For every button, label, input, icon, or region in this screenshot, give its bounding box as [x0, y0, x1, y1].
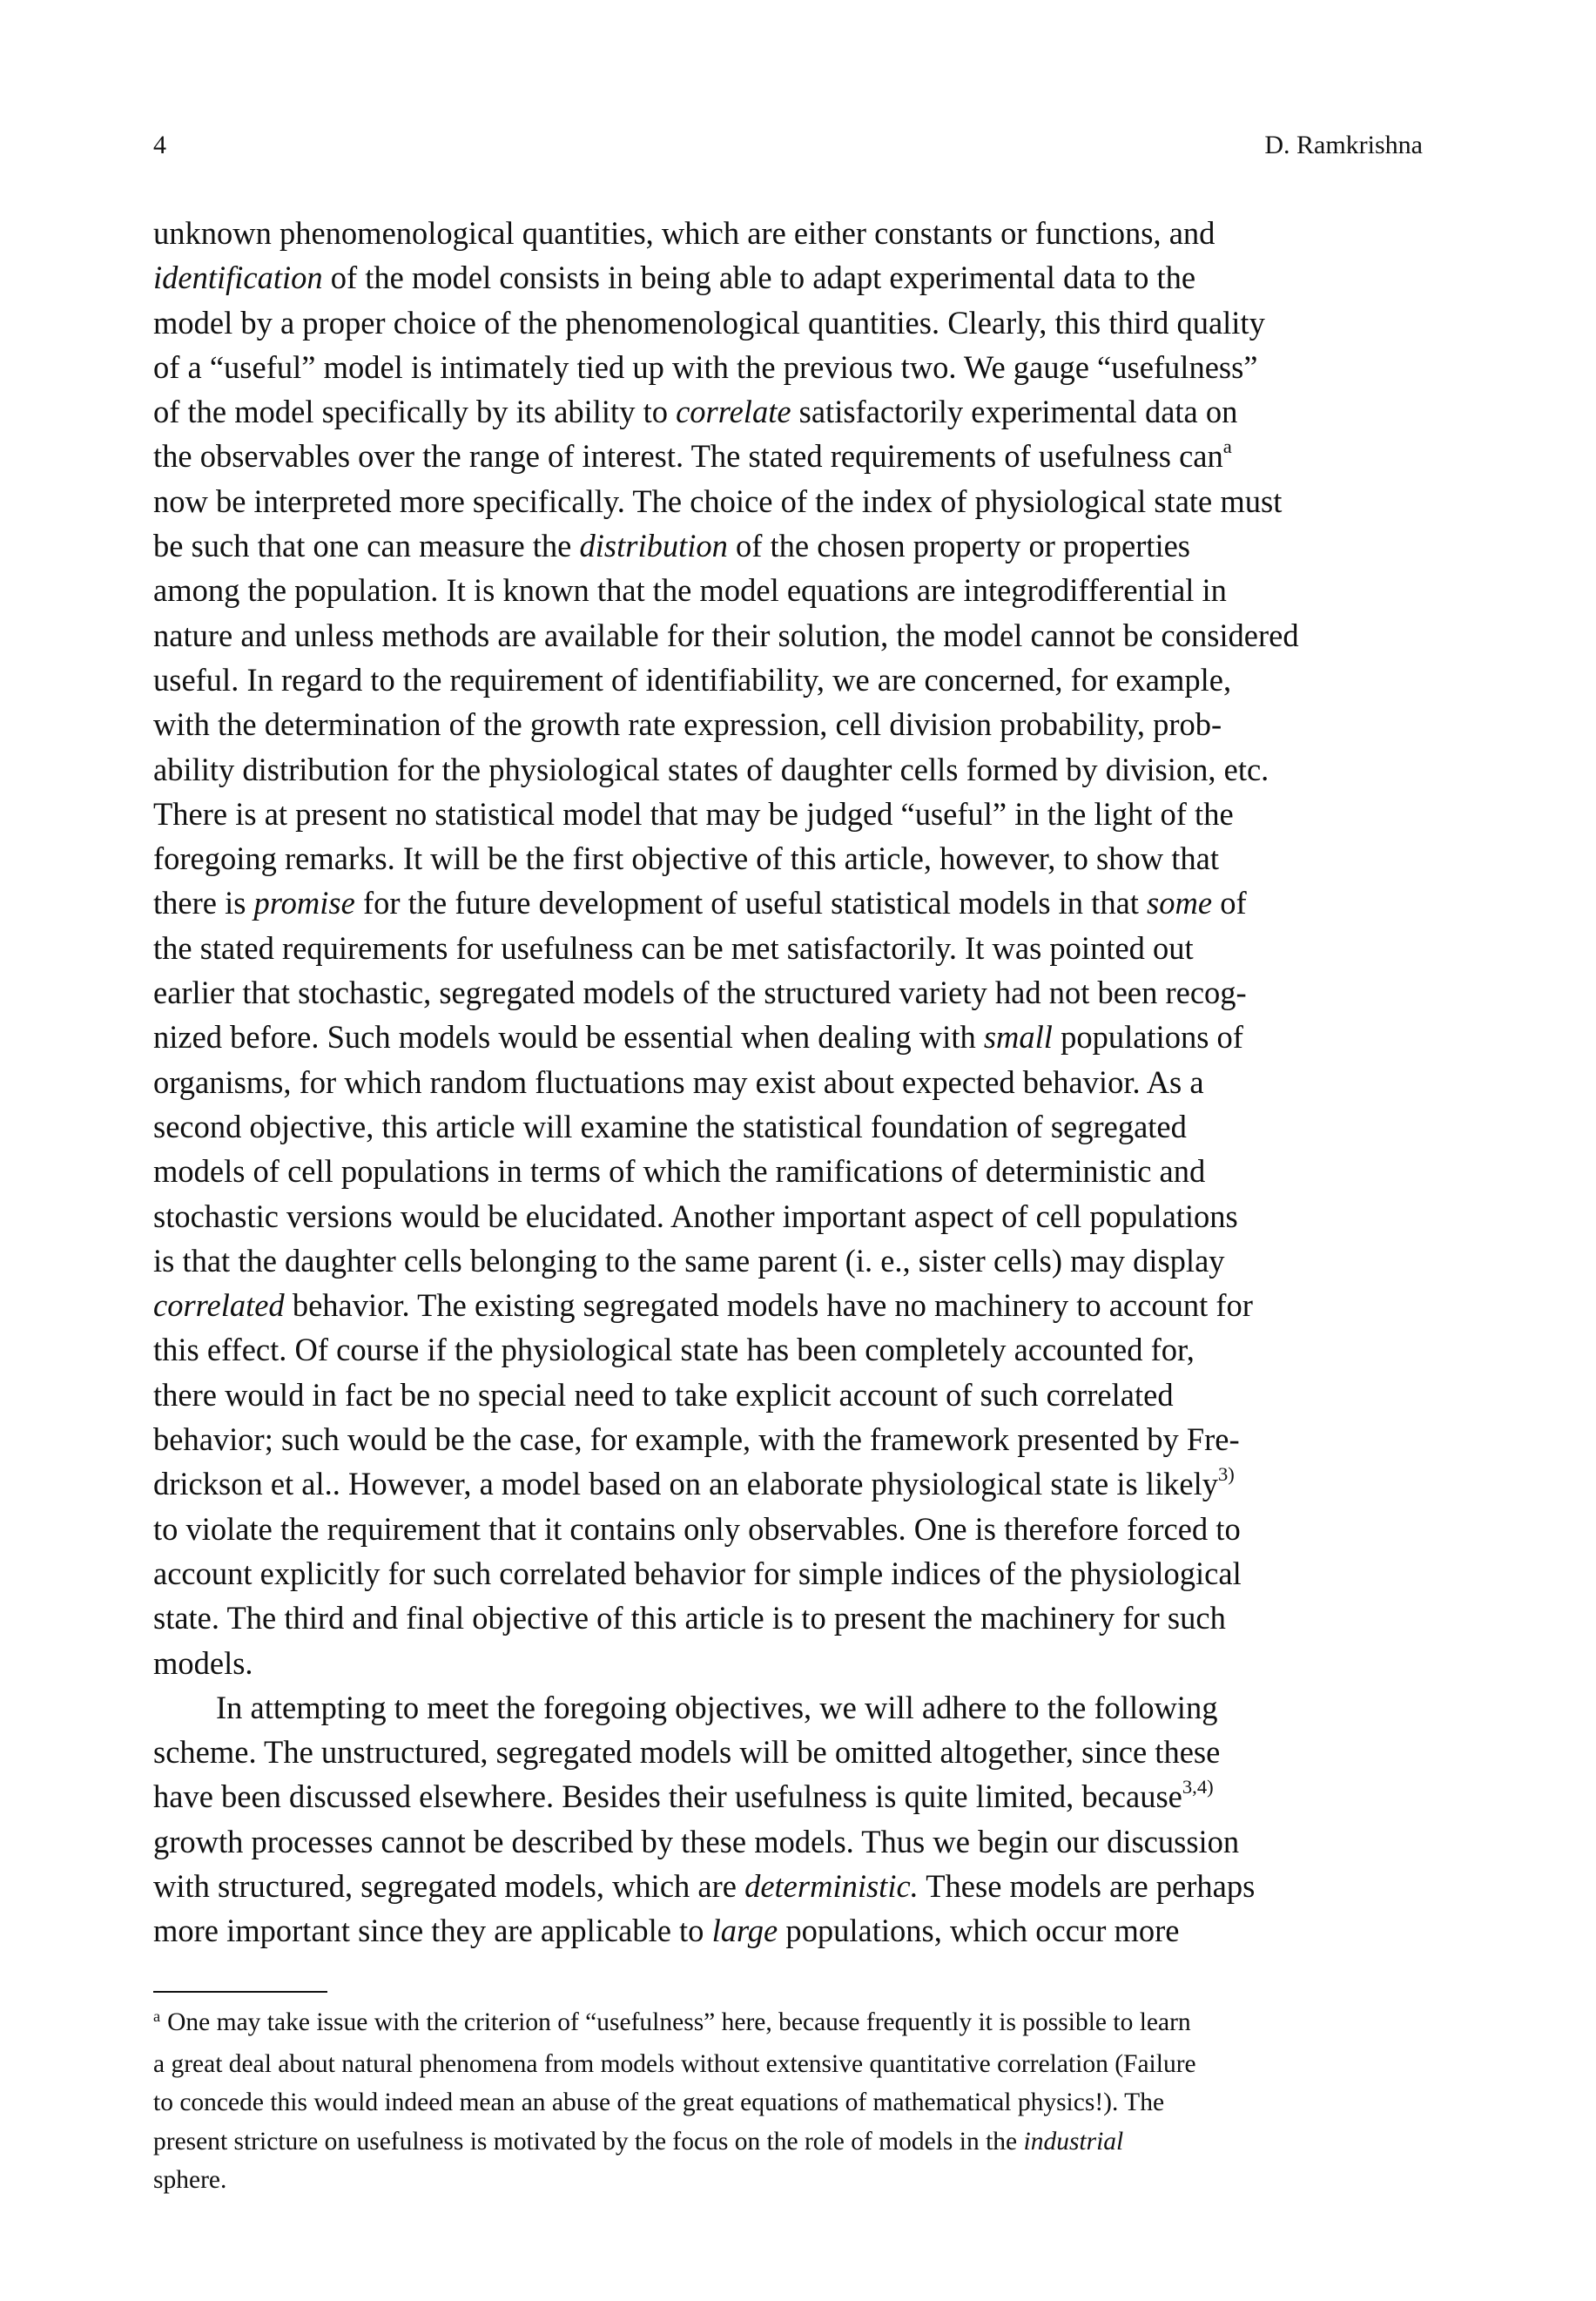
line-text: a great deal about natural phenomena from models without extensive quantitative correlation (Failure	[153, 2049, 1196, 2078]
text-line	[153, 1730, 1459, 1774]
text-line	[153, 658, 1459, 702]
text-line	[153, 1327, 1459, 1372]
line-text: is that the daughter cells belonging to the same parent (i. e., sister cells) may display	[153, 1242, 1225, 1279]
text-line	[153, 702, 1459, 746]
line-text: of a “useful” model is intimately tied up with the previous two. We gauge “usefulness”	[153, 348, 1258, 385]
line-text: with the determination of the growth rate expression, cell division probability, prob-	[153, 706, 1222, 743]
line-text: behavior; such would be the case, for example, with the framework presented by Fre-	[153, 1421, 1240, 1458]
text-line	[153, 792, 1459, 836]
emphasis-text: identification	[153, 260, 323, 296]
text-line	[153, 926, 1459, 970]
text-line	[153, 2003, 1459, 2045]
line-text: These models are perhaps	[918, 1867, 1256, 1904]
line-text: . Besides their usefulness is quite limited, because	[546, 1778, 1182, 1815]
text-line	[153, 1238, 1459, 1283]
line-text: for the future development of useful statistical models in that	[354, 885, 1148, 921]
line-text: models.	[153, 1644, 253, 1681]
line-text: stochastic versions would be elucidated. Another important aspect of cell populations	[153, 1198, 1238, 1234]
text-line	[153, 2161, 1459, 2200]
superscript-ref: a	[1222, 435, 1232, 457]
line-text: now be interpreted more specifically. The choice of the index of physiological state must	[153, 482, 1283, 519]
emphasis-text: distribution	[579, 528, 728, 564]
line-text: account explicitly for such correlated behavior for simple indices of the physiological	[153, 1555, 1242, 1591]
line-text: satisfactorily experimental data on	[791, 394, 1238, 430]
superscript-ref: 3)	[1217, 1462, 1235, 1485]
line-text: sphere.	[153, 2166, 227, 2195]
line-text: scheme. The unstructured, segregated models will be omitted altogether, since these	[153, 1734, 1221, 1771]
line-text: nized before. Such models would be essential when dealing with	[153, 1019, 984, 1056]
footnote-mark: a	[153, 2007, 161, 2025]
line-text: the stated requirements for usefulness can be met satisfactorily. It was pointed out	[153, 929, 1194, 966]
line-text: with structured, segregated models, which are	[153, 1867, 745, 1904]
emphasis-text: some	[1147, 885, 1213, 921]
line-text: of the model consists in being able to adapt experimental data to the	[322, 260, 1196, 296]
text-line	[153, 1283, 1459, 1327]
line-text: unknown phenomenological quantities, which are either constants or functions, and	[153, 215, 1216, 251]
line-text: there would in fact be no special need to take explicit account of such correlated	[153, 1376, 1174, 1413]
text-line	[153, 1015, 1459, 1059]
footnotes	[153, 2003, 1459, 2200]
line-text: among the population. It is known that the model equations are integrodifferential in	[153, 572, 1227, 609]
line-text: behavior. The existing segregated models have no machinery to account for	[284, 1287, 1253, 1324]
text-line	[153, 613, 1459, 658]
line-text: model by a proper choice of the phenomenological quantities. Clearly, this third quality	[153, 304, 1265, 341]
line-text: this effect. Of course if the physiological state has been completely accounted for,	[153, 1332, 1195, 1368]
line-text: growth processes cannot be described by these models. Thus we begin our discussion	[153, 1823, 1240, 1859]
emphasis-text: industrial	[1023, 2127, 1124, 2156]
text-line	[153, 1194, 1459, 1238]
line-text: drickson et al.	[153, 1466, 333, 1502]
text-line	[153, 2083, 1459, 2122]
text-line	[153, 1774, 1459, 1819]
line-text: there is	[153, 885, 254, 921]
line-text: . The stated requirements of usefulness can	[676, 438, 1223, 475]
line-text: nature and unless methods are available for their solution, the model cannot be considered	[153, 617, 1299, 653]
line-text: to violate the requirement that it contains only observables. One is therefore forced to	[153, 1510, 1241, 1547]
emphasis-text: promise	[253, 885, 355, 921]
page-header	[153, 131, 1423, 165]
text-line	[153, 2122, 1459, 2162]
line-text: have been discussed elsewhere	[153, 1778, 546, 1815]
text-line	[153, 1417, 1459, 1461]
text-line	[153, 1060, 1459, 1104]
line-text: ability distribution for the physiological states of daughter cells formed by division, etc.	[153, 751, 1269, 787]
text-line	[153, 434, 1459, 478]
text-line	[153, 300, 1459, 345]
line-text: One may take issue with the criterion of “usefulness” here, because frequently it is possible to learn	[167, 2008, 1191, 2036]
text-line	[153, 1461, 1459, 1506]
text-line	[153, 1551, 1459, 1596]
line-text: the observables over the range of interest	[153, 438, 676, 475]
page-number: 4	[153, 131, 166, 159]
text-line	[153, 1596, 1459, 1640]
text-line	[153, 345, 1459, 389]
text-line	[153, 836, 1459, 881]
text-line	[153, 2045, 1459, 2084]
text-line	[153, 970, 1459, 1015]
running-head: D. Ramkrishna	[1264, 131, 1423, 159]
emphasis-text: large	[711, 1913, 778, 1949]
line-text: . However, a model based on an elaborate physiological state is likely	[332, 1466, 1218, 1502]
text-line	[153, 1149, 1459, 1193]
line-text: to concede this would indeed mean an abuse of the great equations of mathematical physics!). The	[153, 2088, 1165, 2117]
line-text: foregoing remarks. It will be the first objective of this article, however, to show that	[153, 840, 1219, 877]
text-line	[153, 479, 1459, 523]
text-line	[153, 255, 1459, 300]
emphasis-text: small	[983, 1019, 1053, 1056]
text-line	[153, 1685, 1459, 1730]
text-line	[153, 881, 1459, 925]
line-text: be such that one can measure the	[153, 528, 580, 564]
text-line	[153, 389, 1459, 434]
emphasis-text: correlate	[676, 394, 791, 430]
line-text: In attempting to meet the foregoing objectives, we will adhere to the following	[216, 1689, 1218, 1725]
text-line	[153, 1819, 1459, 1864]
line-text: of	[1212, 885, 1247, 921]
line-text: There is at present no statistical model that may be judged “useful” in the light of the	[153, 795, 1234, 832]
superscript-ref: 3,4)	[1182, 1775, 1214, 1798]
line-text: of the model specifically by its ability to	[153, 394, 677, 430]
text-line	[153, 1641, 1459, 1685]
line-text: organisms, for which random fluctuations may exist about expected behavior. As a	[153, 1063, 1204, 1100]
line-text: earlier that stochastic, segregated models of the structured variety had not been recog-	[153, 975, 1247, 1011]
text-line	[153, 1864, 1459, 1908]
line-text: populations of	[1052, 1019, 1243, 1056]
text-line	[153, 523, 1459, 568]
text-line	[153, 211, 1459, 255]
text-line	[153, 1104, 1459, 1149]
line-text: models of cell populations in terms of which the ramifications of deterministic and	[153, 1153, 1206, 1190]
body-text	[153, 211, 1459, 1953]
line-text: present stricture on usefulness is motivated by the focus on the role of models in the	[153, 2127, 1024, 2156]
line-text: populations, which occur more	[778, 1913, 1180, 1949]
line-text: of the chosen property or properties	[727, 528, 1190, 564]
text-line	[153, 1373, 1459, 1417]
text-line	[153, 1908, 1459, 1953]
line-text: useful. In regard to the requirement of identifiability, we are concerned, for example,	[153, 661, 1232, 698]
text-line	[153, 568, 1459, 612]
emphasis-text: correlated	[153, 1287, 285, 1324]
line-text: second objective, this article will examine the statistical foundation of segregated	[153, 1108, 1187, 1144]
footnote-rule	[153, 1991, 327, 1993]
emphasis-text: deterministic.	[744, 1867, 919, 1904]
line-text: state. The third and final objective of this article is to present the machinery for such	[153, 1600, 1226, 1636]
text-line	[153, 747, 1459, 792]
text-line	[153, 1507, 1459, 1551]
line-text: more important since they are applicable to	[153, 1913, 712, 1949]
